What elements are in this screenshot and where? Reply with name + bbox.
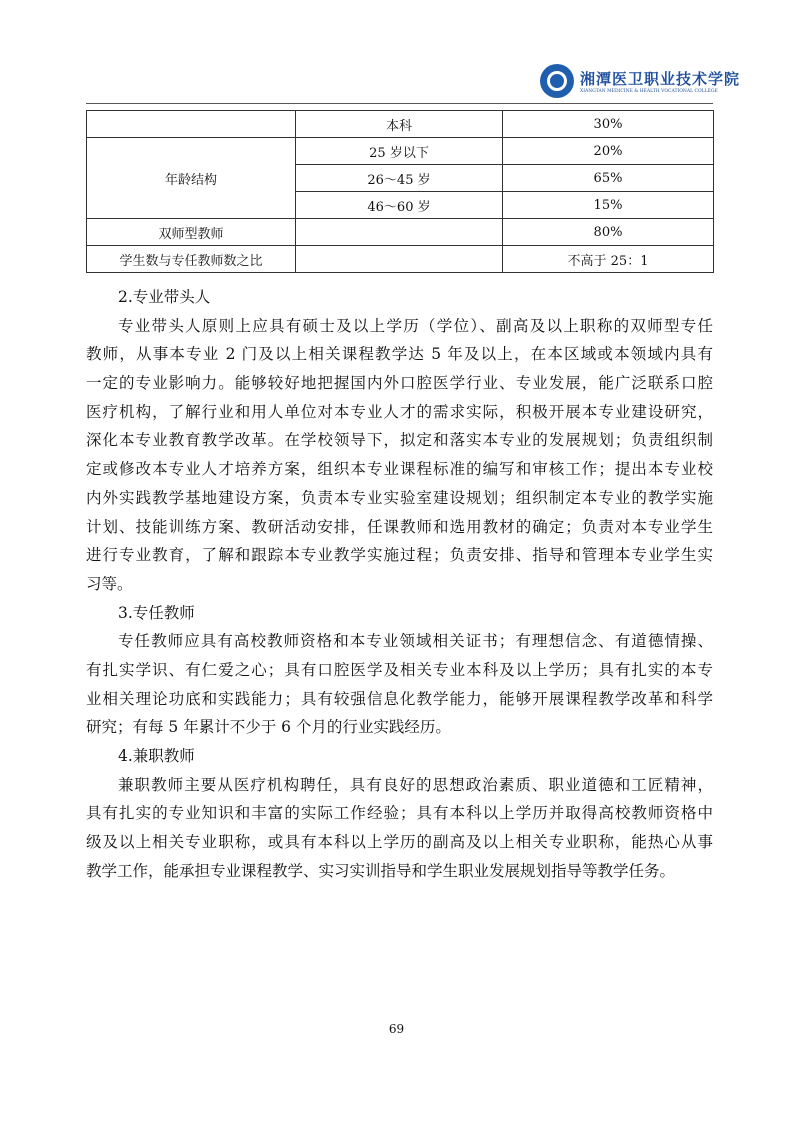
- paragraph-line: 具有扎实的专业知识和丰富的实际工作经验；具有本科以上学历并取得高校教师资格中: [86, 804, 713, 823]
- table-cell: 学生数与专任教师数之比: [87, 246, 296, 273]
- table-cell: 26～45 岁: [296, 165, 503, 192]
- paragraph-line: 习等。: [86, 574, 133, 593]
- college-seal-icon: [540, 64, 574, 98]
- table-cell: [87, 111, 296, 138]
- table-cell: 本科: [296, 111, 503, 138]
- paragraph-line: 研究；有每 5 年累计不少于 6 个月的行业实践经历。: [86, 718, 451, 737]
- logo-en: XIANGTAN MEDICINE & HEALTH VOCATIONAL COLLEGE: [580, 89, 718, 94]
- header-divider: [86, 103, 713, 104]
- college-logo: [540, 64, 740, 98]
- paragraph-line: 级及以上相关专业职称，或具有本科以上学历的副高及以上相关专业职称，能热心从事: [86, 833, 713, 852]
- paragraph-line: 专业带头人原则上应具有硕士及以上学历（学位）、副高及以上职称的双师型专任: [118, 316, 713, 335]
- table-cell: 双师型教师: [87, 219, 296, 246]
- table-cell: 65%: [503, 165, 714, 192]
- table-cell: [296, 219, 503, 246]
- paragraph-line: 医疗机构，了解行业和用人单位对本专业人才的需求实际，积极开展本专业建设研究，: [86, 402, 713, 421]
- table-row: [87, 219, 714, 246]
- paragraph-line: 定或修改本专业人才培养方案，组织本专业课程标准的编写和审核工作；提出本专业校: [86, 460, 713, 479]
- paragraph-line: 进行专业教育，了解和跟踪本专业教学实施过程；负责安排、指导和管理本专业学生实: [86, 546, 713, 565]
- section-heading: 4.兼职教师: [118, 747, 195, 765]
- paragraph-line: 教师，从事本专业 2 门及以上相关课程教学达 5 年及以上，在本区域或本领域内具有: [86, 345, 713, 364]
- table-row: [87, 138, 714, 165]
- table-row: [87, 111, 714, 138]
- section-heading: 2.专业带头人: [118, 288, 211, 306]
- body-text: [86, 283, 713, 885]
- table-cell: 30%: [503, 111, 714, 138]
- table-row: [87, 246, 714, 273]
- table-cell: 15%: [503, 192, 714, 219]
- paragraph-line: 一定的专业影响力。能够较好地把握国内外口腔医学行业、专业发展，能广泛联系口腔: [86, 374, 713, 393]
- table-cell: 年龄结构: [87, 138, 296, 219]
- paragraph-line: 深化本专业教育教学改革。在学校领导下，拟定和落实本专业的发展规划；负责组织制: [86, 431, 713, 450]
- section-heading: 3.专任教师: [118, 603, 195, 622]
- paragraph-line: 业相关理论功底和实践能力；具有较强信息化教学能力，能够开展课程教学改革和科学: [86, 689, 713, 708]
- table-cell: 80%: [503, 219, 714, 246]
- paragraph-line: 内外实践教学基地建设方案，负责本专业实验室建设规划；组织制定本专业的教学实施: [86, 488, 713, 507]
- paragraph-line: 计划、技能训练方案、教研活动安排，任课教师和选用教材的确定；负责对本专业学生: [86, 517, 713, 536]
- table-cell: [296, 246, 503, 273]
- table-cell: 20%: [503, 138, 714, 165]
- table-cell: 不高于 25：1: [503, 246, 714, 273]
- paragraph-line: 专任教师应具有高校教师资格和本专业领域相关证书；有理想信念、有道德情操、: [118, 632, 713, 651]
- staff-structure-table: [86, 110, 714, 273]
- page-number: 69: [388, 1022, 405, 1036]
- logo-cn: 湘潭医卫职业技术学院: [580, 70, 741, 88]
- table-cell: 46～60 岁: [296, 192, 503, 219]
- paragraph-line: 教学工作，能承担专业课程教学、实习实训指导和学生职业发展规划指导等教学任务。: [86, 861, 676, 880]
- paragraph-line: 有扎实学识、有仁爱之心；具有口腔医学及相关专业本科及以上学历；具有扎实的本专: [86, 660, 713, 679]
- paragraph-line: 兼职教师主要从医疗机构聘任，具有良好的思想政治素质、职业道德和工匠精神，: [118, 775, 713, 794]
- table-cell: 25 岁以下: [296, 138, 503, 165]
